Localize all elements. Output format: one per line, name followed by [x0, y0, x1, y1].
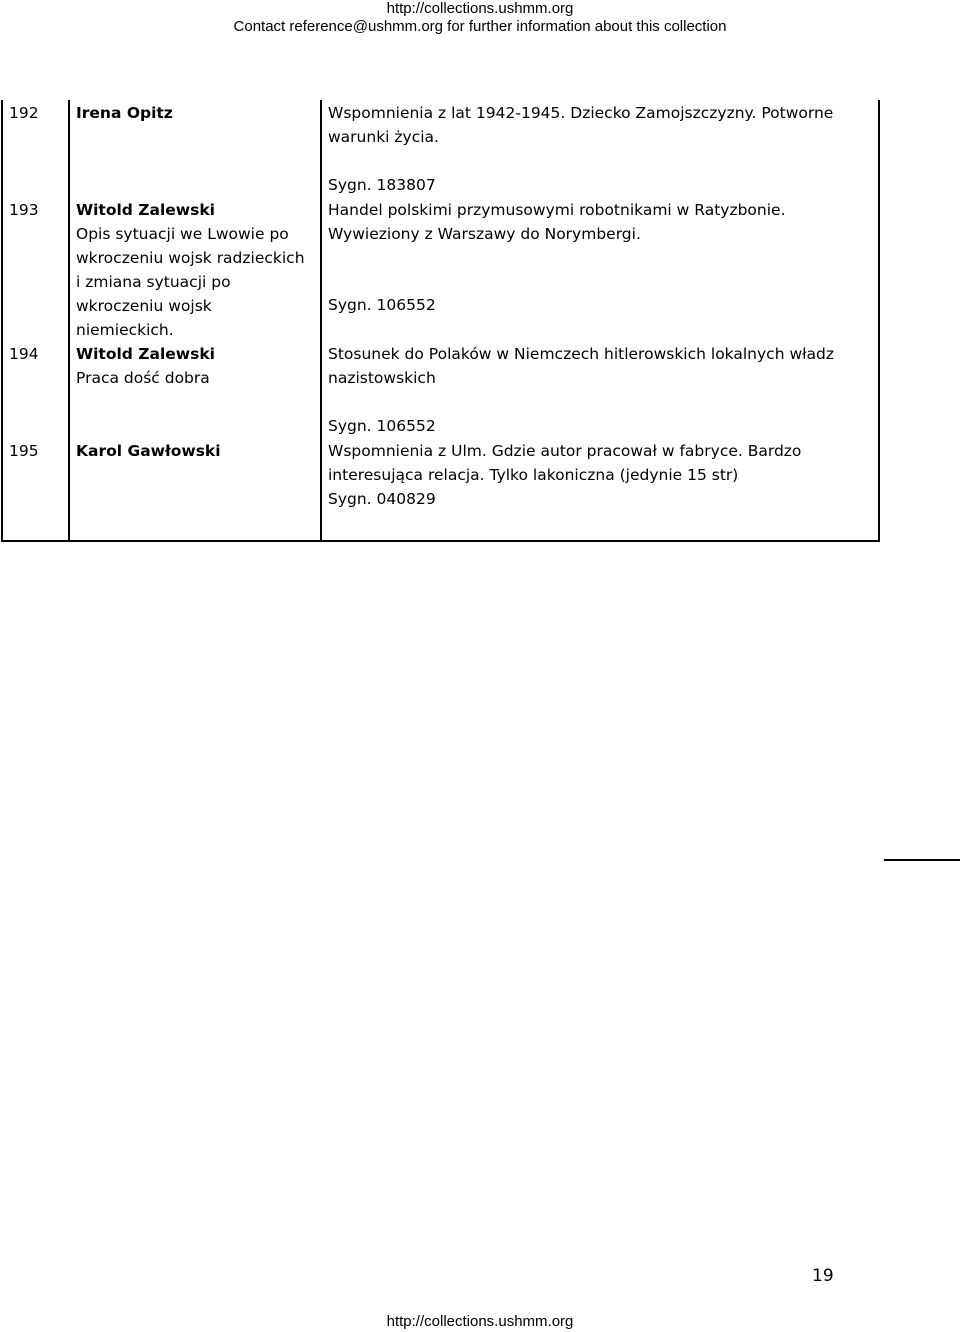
row-author-note-line: wkroczeniu wojsk — [76, 297, 212, 315]
table-left-border — [1, 100, 3, 542]
table-column-divider-2 — [320, 100, 322, 542]
row-signature: Sygn. 040829 — [328, 490, 436, 508]
row-author-note-line: i zmiana sytuacji po — [76, 273, 231, 291]
table-column-divider-1 — [68, 100, 70, 542]
row-author-name: Witold Zalewski — [76, 201, 215, 219]
row-author-name: Karol Gawłowski — [76, 442, 221, 460]
row-author-note-line: Opis sytuacji we Lwowie po — [76, 225, 289, 243]
row-author-note-line: wkroczeniu wojsk radzieckich — [76, 249, 305, 267]
row-author-note-line: Praca dość dobra — [76, 369, 210, 387]
row-description-line: Wywieziony z Warszawy do Norymbergi. — [328, 225, 641, 243]
row-number: 194 — [9, 345, 39, 363]
row-number: 192 — [9, 104, 39, 122]
row-signature: Sygn. 106552 — [328, 296, 436, 314]
page-number: 19 — [812, 1266, 834, 1286]
row-description-line: interesująca relacja. Tylko lakoniczna (jedynie 15 str) — [328, 466, 739, 484]
margin-rule — [884, 859, 960, 861]
row-description-line: Wspomnienia z Ulm. Gdzie autor pracował w fabryce. Bardzo — [328, 442, 802, 460]
row-author-name: Irena Opitz — [76, 104, 173, 122]
row-number: 193 — [9, 201, 39, 219]
collection-table — [1, 100, 881, 542]
table-bottom-border — [1, 540, 880, 542]
row-author-note-line: niemieckich. — [76, 321, 174, 339]
row-description-line: Handel polskimi przymusowymi robotnikami w Ratyzbonie. — [328, 201, 786, 219]
footer-url: http://collections.ushmm.org — [386, 1313, 574, 1330]
row-description-line: Wspomnienia z lat 1942-1945. Dziecko Zamojszczyzny. Potworne — [328, 104, 834, 122]
row-signature: Sygn. 183807 — [328, 176, 436, 194]
header-contact-note: Contact reference@ushmm.org for further information about this collection — [233, 18, 727, 35]
row-description-line: warunki życia. — [328, 128, 439, 146]
row-signature: Sygn. 106552 — [328, 417, 436, 435]
row-description-line: nazistowskich — [328, 369, 436, 387]
row-author-name: Witold Zalewski — [76, 345, 215, 363]
row-number: 195 — [9, 442, 39, 460]
header-url: http://collections.ushmm.org — [386, 0, 574, 17]
row-description-line: Stosunek do Polaków w Niemczech hitlerowskich lokalnych władz — [328, 345, 835, 363]
table-right-border — [878, 100, 880, 542]
